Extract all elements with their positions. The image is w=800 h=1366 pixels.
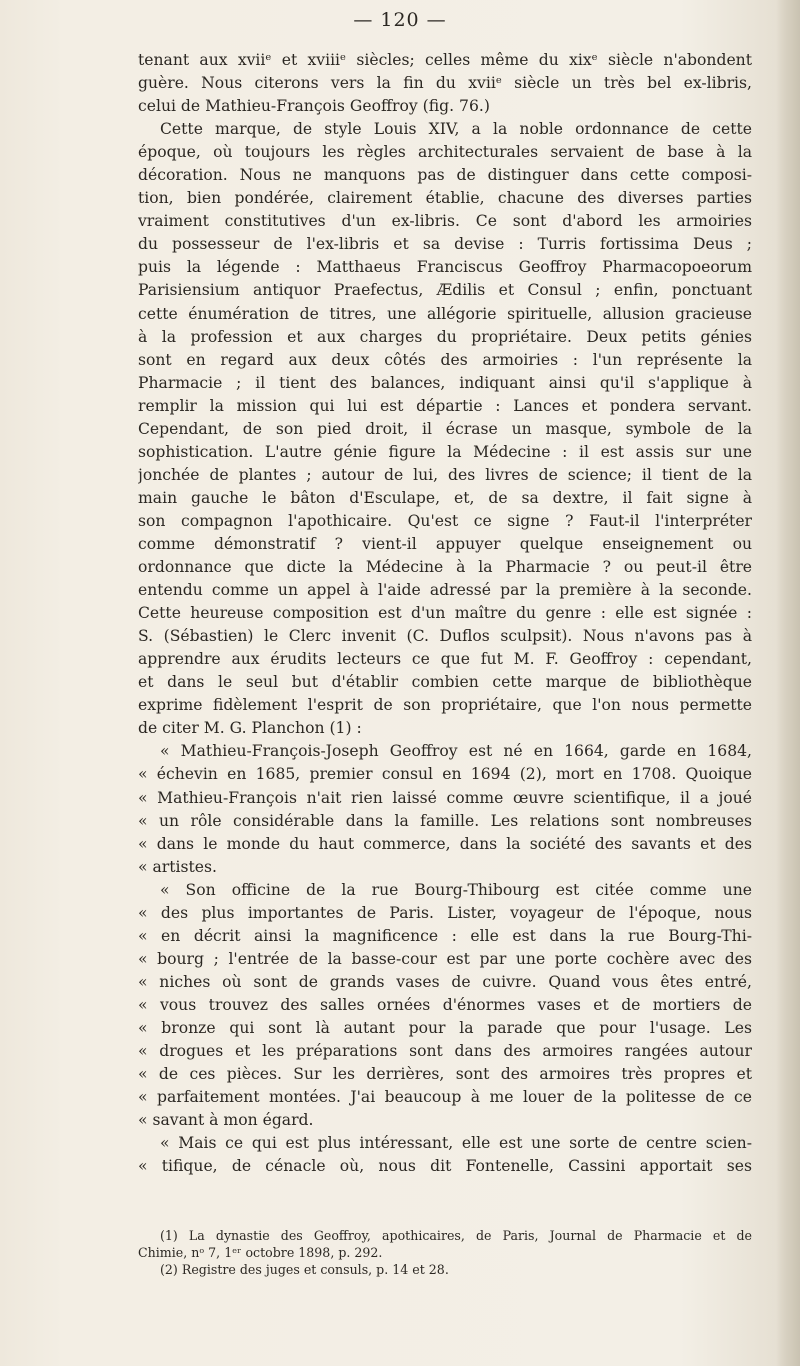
- text-line: jonchée de plantes ; autour de lui, des livres de science; il tient de la: [138, 465, 752, 484]
- text-line: tion, bien pondérée, clairement établie, chacune des diverses parties: [138, 189, 752, 208]
- text-line: « Mais ce qui est plus intéressant, elle est une sorte de centre scien-: [160, 1134, 752, 1153]
- text-line: « dans le monde du haut commerce, dans la société des savants et des: [138, 834, 752, 853]
- footnote-line: Chimie, nᵒ 7, 1ᵉʳ octobre 1898, p. 292.: [138, 1245, 383, 1260]
- text-line: Pharmacie ; il tient des balances, indiquant ainsi qu'il s'applique à: [138, 373, 752, 392]
- text-line: sont en regard aux deux côtés des armoiries : l'un représente la: [138, 350, 752, 369]
- text-line: Parisiensium antiquor Praefectus, Ædilis et Consul ; enfin, ponctuant: [138, 281, 752, 300]
- text-line: exprime fidèlement l'esprit de son propriétaire, que l'on nous permette: [138, 696, 752, 715]
- text-line: apprendre aux érudits lecteurs ce que fut M. F. Geoffroy : cependant,: [138, 650, 752, 669]
- text-line: « Mathieu-François-Joseph Geoffroy est né en 1664, garde en 1684,: [160, 742, 752, 761]
- text-line: « des plus importantes de Paris. Lister, voyageur de l'époque, nous: [138, 903, 752, 922]
- text-line: « savant à mon égard.: [138, 1111, 314, 1130]
- text-line: puis la légende : Matthaeus Franciscus Geoffroy Pharmacopoeorum: [138, 258, 752, 277]
- text-line: du possesseur de l'ex-libris et sa devise : Turris fortissima Deus ;: [138, 235, 752, 254]
- text-line: Cependant, de son pied droit, il écrase un masque, symbole de la: [138, 419, 752, 438]
- text-line: époque, où toujours les règles architecturales servaient de base à la: [138, 143, 752, 162]
- text-line: Cette marque, de style Louis XIV, a la noble ordonnance de cette: [160, 120, 752, 139]
- page-number: — 120 —: [353, 9, 447, 31]
- text-line: « artistes.: [138, 857, 217, 876]
- footnote-line: (2) Registre des juges et consuls, p. 14 et 28.: [160, 1262, 449, 1277]
- text-line: « niches où sont de grands vases de cuivre. Quand vous êtes entré,: [138, 972, 752, 991]
- text-line: Cette heureuse composition est d'un maître du genre : elle est signée :: [138, 604, 752, 623]
- body-text: [138, 49, 752, 1178]
- text-line: son compagnon l'apothicaire. Qu'est ce signe ? Faut-il l'interpréter: [138, 511, 752, 530]
- text-line: tenant aux xviiᵉ et xviiiᵉ siècles; celles même du xixᵉ siècle n'abondent: [138, 51, 752, 69]
- text-line: « tifique, de cénacle où, nous dit Fontenelle, Cassini apportait ses: [138, 1157, 752, 1176]
- text-line: « un rôle considérable dans la famille. Les relations sont nombreuses: [138, 811, 752, 830]
- text-line: vraiment constitutives d'un ex-libris. Ce sont d'abord les armoiries: [138, 212, 752, 231]
- footnote-line: (1) La dynastie des Geoffroy, apothicaires, de Paris, Journal de Pharmacie et de: [160, 1228, 752, 1243]
- text-line: de citer M. G. Planchon (1) :: [138, 719, 362, 738]
- text-line: cette énumération de titres, une allégorie spirituelle, allusion gracieuse: [138, 304, 752, 323]
- text-line: « parfaitement montées. J'ai beaucoup à me louer de la politesse de ce: [138, 1088, 752, 1107]
- text-line: ordonnance que dicte la Médecine à la Pharmacie ? ou peut-il être: [138, 558, 752, 577]
- text-line: entendu comme un appel à l'aide adressé par la première à la seconde.: [138, 581, 752, 600]
- footnotes: [138, 1227, 752, 1278]
- text-line: « Mathieu-François n'ait rien laissé comme œuvre scientifique, il a joué: [138, 788, 752, 807]
- text-line: « échevin en 1685, premier consul en 1694 (2), mort en 1708. Quoique: [138, 765, 752, 784]
- text-line: remplir la mission qui lui est départie : Lances et pondera servant.: [138, 396, 752, 415]
- page-edge-shadow: [776, 0, 800, 1366]
- text-line: S. (Sébastien) le Clerc invenit (C. Duflos sculpsit). Nous n'avons pas à: [138, 627, 752, 646]
- text-line: à la profession et aux charges du propriétaire. Deux petits génies: [138, 327, 752, 346]
- text-line: « en décrit ainsi la magnificence : elle est dans la rue Bourg-Thi-: [138, 926, 752, 945]
- text-line: celui de Mathieu-François Geoffroy (fig. 76.): [138, 97, 490, 116]
- text-line: décoration. Nous ne manquons pas de distinguer dans cette composi-: [138, 166, 752, 185]
- text-line: comme démonstratif ? vient-il appuyer quelque enseignement ou: [138, 534, 752, 553]
- text-line: « vous trouvez des salles ornées d'énormes vases et de mortiers de: [138, 995, 752, 1014]
- text-line: « drogues et les préparations sont dans des armoires rangées autour: [138, 1042, 752, 1061]
- text-line: main gauche le bâton d'Esculape, et, de sa dextre, il fait signe à: [138, 488, 752, 507]
- text-line: « de ces pièces. Sur les derrières, sont des armoires très propres et: [138, 1065, 752, 1084]
- text-line: sophistication. L'autre génie figure la Médecine : il est assis sur une: [138, 442, 752, 461]
- text-line: et dans le seul but d'établir combien cette marque de bibliothèque: [138, 673, 752, 692]
- text-line: « Son officine de la rue Bourg-Thibourg est citée comme une: [160, 880, 752, 899]
- text-line: « bourg ; l'entrée de la basse-cour est par une porte cochère avec des: [138, 949, 752, 968]
- text-line: guère. Nous citerons vers la fin du xviiᵉ siècle un très bel ex-libris,: [138, 74, 752, 93]
- text-line: « bronze qui sont là autant pour la parade que pour l'usage. Les: [138, 1018, 752, 1037]
